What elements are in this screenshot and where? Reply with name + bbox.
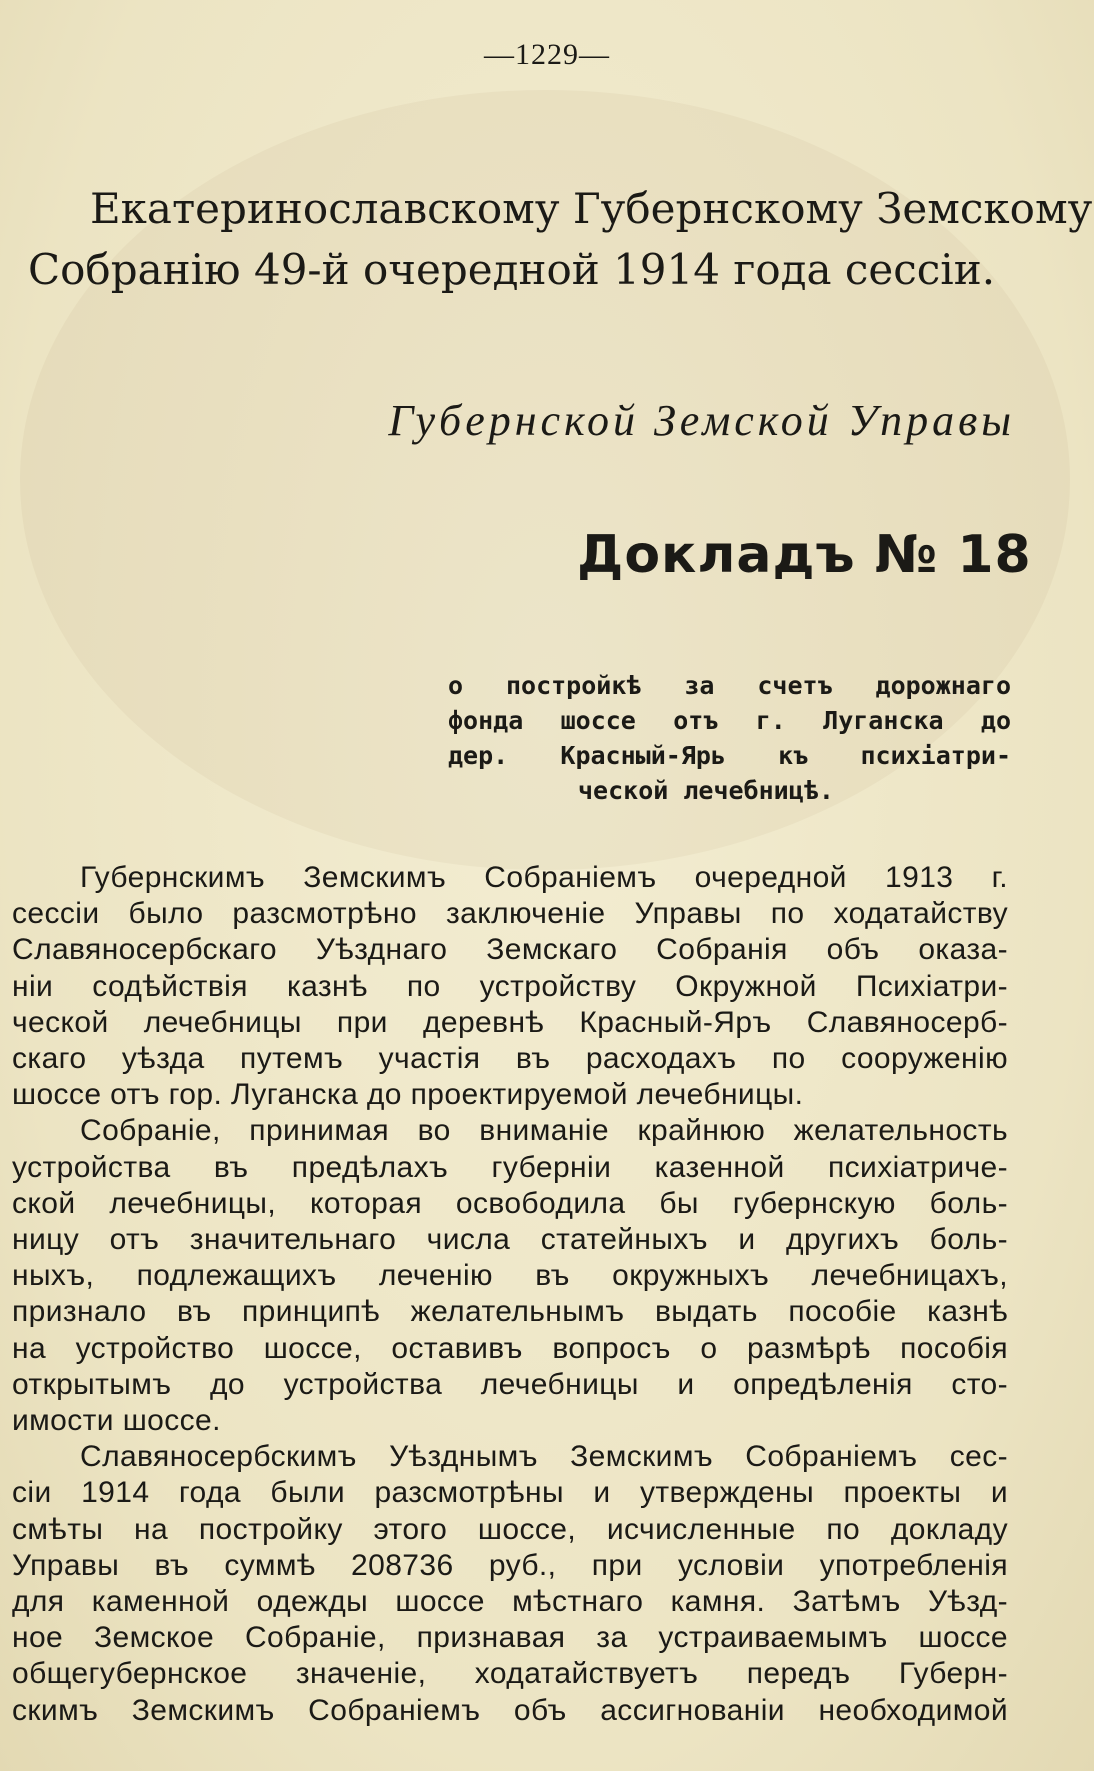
text-line: Славяносербскимъ Уѣзднымъ Земскимъ Собраніемъ сес- bbox=[80, 1440, 1008, 1474]
text-line: для каменной одежды шоссе мѣстнаго камня. Затѣмъ Уѣзд- bbox=[12, 1585, 1008, 1619]
text-line: ніи содѣйствія казнѣ по устройству Окружной Психіатри- bbox=[12, 969, 1008, 1003]
text-line: Управы въ суммѣ 208736 руб., при условіи употребленія bbox=[12, 1548, 1008, 1582]
text-line: ницу отъ значительнаго числа статейныхъ и другихъ боль- bbox=[12, 1223, 1008, 1257]
text-line: сессіи было разсмотрѣно заключеніе Управы по ходатайству bbox=[12, 897, 1008, 931]
text-line: Губернскимъ Земскимъ Собраніемъ очередной 1913 г. bbox=[80, 861, 1008, 894]
paragraph bbox=[12, 860, 1008, 1113]
text-line: открытымъ до устройства лечебницы и опредѣленія сто- bbox=[12, 1367, 1008, 1401]
text-line: сіи 1914 года были разсмотрѣны и утверждены проекты и bbox=[12, 1476, 1008, 1510]
paragraph bbox=[12, 1113, 1008, 1439]
text-line: на устройство шоссе, оставивъ вопросъ о размѣрѣ пособія bbox=[12, 1331, 1008, 1365]
text-line: Славяносербскаго Уѣзднаго Земскаго Собранія объ оказа- bbox=[12, 933, 1008, 967]
text-line: шоссе отъ гор. Луганска до проектируемой лечебницы. bbox=[12, 1078, 804, 1112]
text-line: устройства въ предѣлахъ губерніи казенной психіатриче- bbox=[12, 1150, 1008, 1184]
text-line: имости шоссе. bbox=[12, 1404, 221, 1438]
document-title bbox=[28, 178, 1093, 300]
report-number-heading: Докладъ № 18 bbox=[577, 525, 1032, 585]
title-line: Екатеринославскому Губернскому Земскому bbox=[90, 184, 1093, 233]
text-line: смѣты на постройку этого шоссе, исчисленные по докладу bbox=[12, 1512, 1008, 1546]
text-line: общегубернское значеніе, ходатайствуетъ передъ Губерн- bbox=[12, 1657, 1008, 1691]
topic-line: ческой лечебницѣ. bbox=[578, 776, 834, 805]
text-line: признало въ принципѣ желательнымъ выдать пособіе казнѣ bbox=[12, 1295, 1008, 1329]
topic-line: о постройкѣ за счетъ дорожнаго bbox=[448, 671, 1011, 700]
topic-line: дер. Красный-Ярь къ психіатри- bbox=[448, 741, 1011, 770]
report-body bbox=[12, 860, 1008, 1729]
issuer-subtitle: Губернской Земской Управы bbox=[388, 396, 1015, 445]
text-line: ской лечебницы, которая освободила бы губернскую боль- bbox=[12, 1186, 1008, 1220]
text-line: скаго уѣзда путемъ участія въ расходахъ по сооруженію bbox=[12, 1042, 1008, 1076]
text-line: ное Земское Собраніе, признавая за устраиваемымъ шоссе bbox=[12, 1621, 1008, 1655]
paragraph bbox=[12, 1439, 1008, 1729]
text-line: Собраніе, принимая во вниманіе крайнюю желательность bbox=[80, 1114, 1008, 1148]
title-line: Собранію 49-й очередной 1914 года сессіи. bbox=[28, 245, 996, 294]
text-line: скимъ Земскимъ Собраніемъ объ ассигнованіи необходимой bbox=[12, 1693, 1008, 1727]
page-number: —1229— bbox=[484, 38, 610, 71]
report-topic bbox=[448, 668, 1011, 808]
text-line: ческой лечебницы при деревнѣ Красный-Яръ Славяносерб- bbox=[12, 1005, 1008, 1039]
topic-line: фонда шоссе отъ г. Луганска до bbox=[448, 706, 1011, 735]
text-line: ныхъ, подлежащихъ леченію въ окружныхъ лечебницахъ, bbox=[12, 1259, 1008, 1293]
